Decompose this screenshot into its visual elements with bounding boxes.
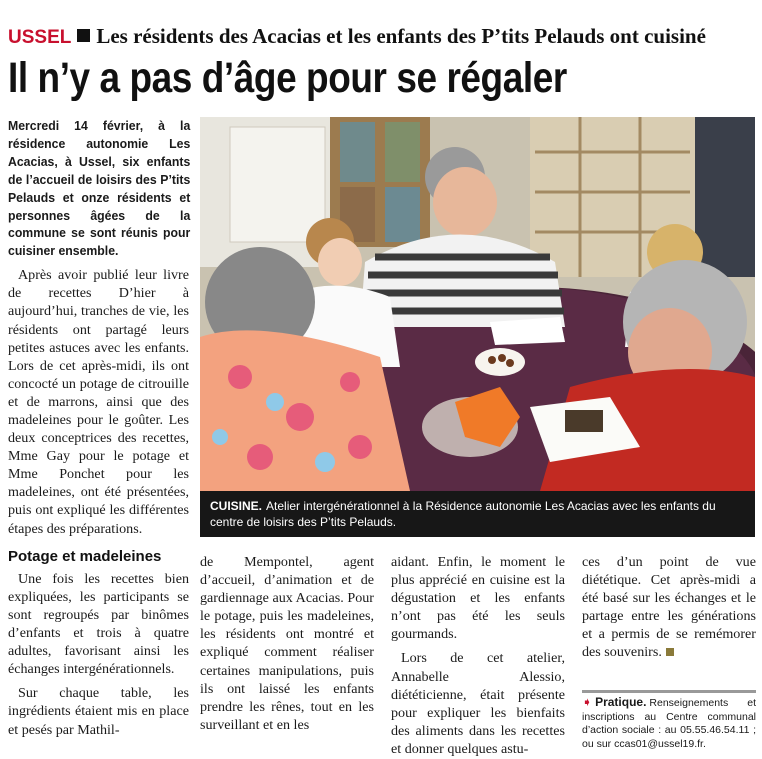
- photo-illustration: [200, 117, 755, 491]
- caption-text: Atelier intergénérationnel à la Résidence autonomie Les Acacias avec les enfants du centre de loisirs des P’tits Pelauds.: [210, 499, 716, 529]
- pratique-box: [582, 690, 756, 751]
- article-photo: [200, 117, 755, 491]
- headline: Il n’y a pas d’âge pour se régaler: [8, 54, 567, 102]
- body-paragraph-3: Sur chaque table, les ingrédients étaient mis en place et pesés par Mathil-: [8, 685, 189, 738]
- closing-text: ces d’un point de vue diététique. Cet après-midi a été basé sur les échanges et le partage entre les générations et a permis de se remémorer des souvenirs.: [582, 554, 756, 661]
- kicker-title: Les résidents des Acacias et les enfants des P’tits Pelauds ont cuisiné: [96, 24, 706, 48]
- pratique-text: Renseignements et inscriptions au Centre communal d’action sociale : au 05.55.46.54.11 ; ou sur ccas01@ussel19.fr.: [582, 697, 756, 750]
- column-1: [8, 117, 189, 739]
- caption-label: CUISINE.: [210, 499, 263, 513]
- right-arrow-icon: ➧: [582, 695, 593, 709]
- body-paragraph-5: aidant. Enfin, le moment le plus apprécié en cuisine est la dégustation et les enfants n’ont pas été les seuls gourmands.: [391, 554, 565, 643]
- body-paragraph-6: Lors de cet atelier, Annabelle Alessio, diététicienne, était présente pour expliquer les bienfaits des aliments dans les recettes et donner quelques astu-: [391, 650, 565, 757]
- kicker: [8, 24, 706, 49]
- body-paragraph-4: de Mempontel, agent d’accueil, d’animation et de gardiennage aux Acacias. Pour le potage, puis les madeleines, les résidents ont montré et expliqué comment réaliser certaines manipulations, puis ils ont laissé les enfants prendre les rênes, tout en les surveillant et en les: [200, 554, 374, 733]
- column-4: [582, 553, 756, 662]
- pratique-label: Pratique.: [595, 695, 647, 709]
- lead-paragraph: Mercredi 14 février, à la résidence autonomie Les Acacias, à Ussel, six enfants de l’accueil de loisirs des P’tits Pelauds et onze résidents et personnes âgées de la commune se sont réunis pour cuisiner ensemble.: [8, 118, 191, 259]
- body-paragraph-2: Une fois les recettes bien expliquées, les participants se sont regroupés par binômes d’enfants et trois à quatre adultes, favorisant ainsi les échanges intergénérationnels.: [8, 570, 189, 678]
- column-3: [391, 553, 565, 758]
- body-paragraph-1: Après avoir publié leur livre de recettes D’hier à aujourd’hui, tranches de vie, les résidents ont partagé leurs petites astuces avec les enfants. Lors de cet après-midi, ils ont concocté un potage de citrouille et de marrons, ainsi que des madeleines pour le goûter. Les deux conceptrices des recettes, Mme Gay pour le potage et Mme Ponchet pour les madeleines, ont été présentées, puis ont expliqué les différentes étapes des préparations.: [8, 267, 189, 537]
- square-bullet-icon: [77, 29, 90, 42]
- photo-caption: [200, 491, 755, 537]
- column-2: [200, 553, 374, 734]
- kicker-place: USSEL: [8, 27, 72, 48]
- body-paragraph-7: [582, 553, 756, 662]
- end-square-icon: [666, 648, 674, 656]
- subhead: Potage et madeleines: [8, 547, 162, 565]
